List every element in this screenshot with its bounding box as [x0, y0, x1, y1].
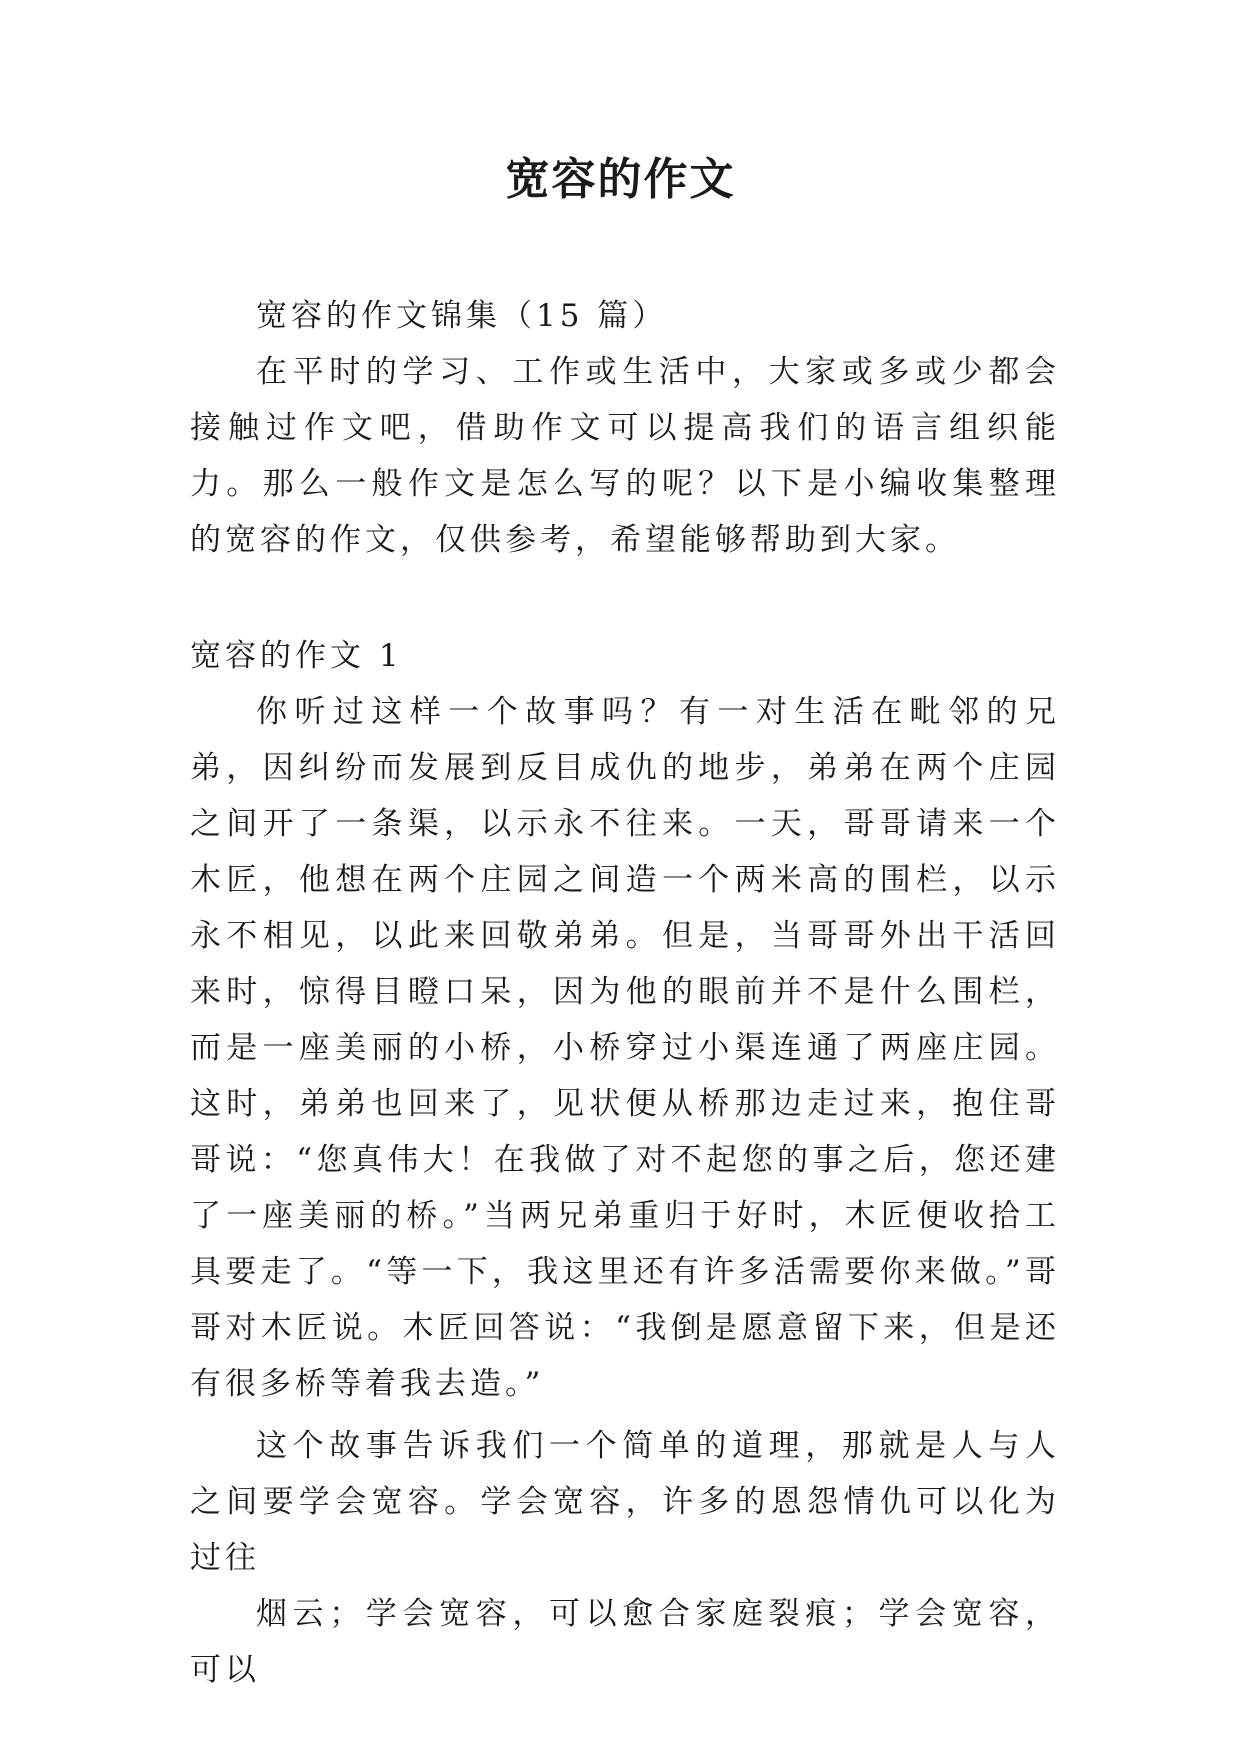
story-paragraph: 你听过这样一个故事吗？有一对生活在毗邻的兄弟，因纠纷而发展到反目成仇的地步，弟弟在两个庄园之间开了一条渠，以示永不往来。一天，哥哥请来一个木匠，他想在两个庄园之间造一个两米高的围栏，以示永不相见，以此来回敬弟弟。但是，当哥哥外出干活回来时，惊得目瞪口呆，因为他的眼前并不是什么围栏，而是一座美丽的小桥，小桥穿过小渠连通了两座庄园。这时，弟弟也回来了，见状便从桥那边走过来，抱住哥哥说：“您真伟大！在我做了对不起您的事之后，您还建了一座美丽的桥。”当两兄弟重归于好时，木匠便收拾工具要走了。“等一下，我这里还有许多活需要你来做。”哥哥对木匠说。木匠回答说：“我倒是愿意留下来，但是还有很多桥等着我去造。”	[190, 694, 1060, 1402]
moral-paragraph: 这个故事告诉我们一个简单的道理，那就是人与人之间要学会宽容。学会宽容，许多的恩怨情仇可以化为过往	[190, 1428, 1060, 1576]
document-body	[190, 288, 1060, 1698]
continuation-paragraph: 烟云；学会宽容，可以愈合家庭裂痕；学会宽容，可以	[190, 1596, 1060, 1688]
section-spacer	[190, 568, 1060, 628]
document-title: 宽容的作文	[505, 154, 736, 205]
section-heading: 宽容的作文 1	[190, 638, 403, 674]
intro-paragraph: 在平时的学习、工作或生活中，大家或多或少都会接触过作文吧，借助作文可以提高我们的语言组织能力。那么一般作文是怎么写的呢？以下是小编收集整理的宽容的作文，仅供参考，希望能够帮助到大家。	[190, 354, 1060, 558]
document-subtitle: 宽容的作文锦集（15 篇）	[256, 298, 668, 334]
